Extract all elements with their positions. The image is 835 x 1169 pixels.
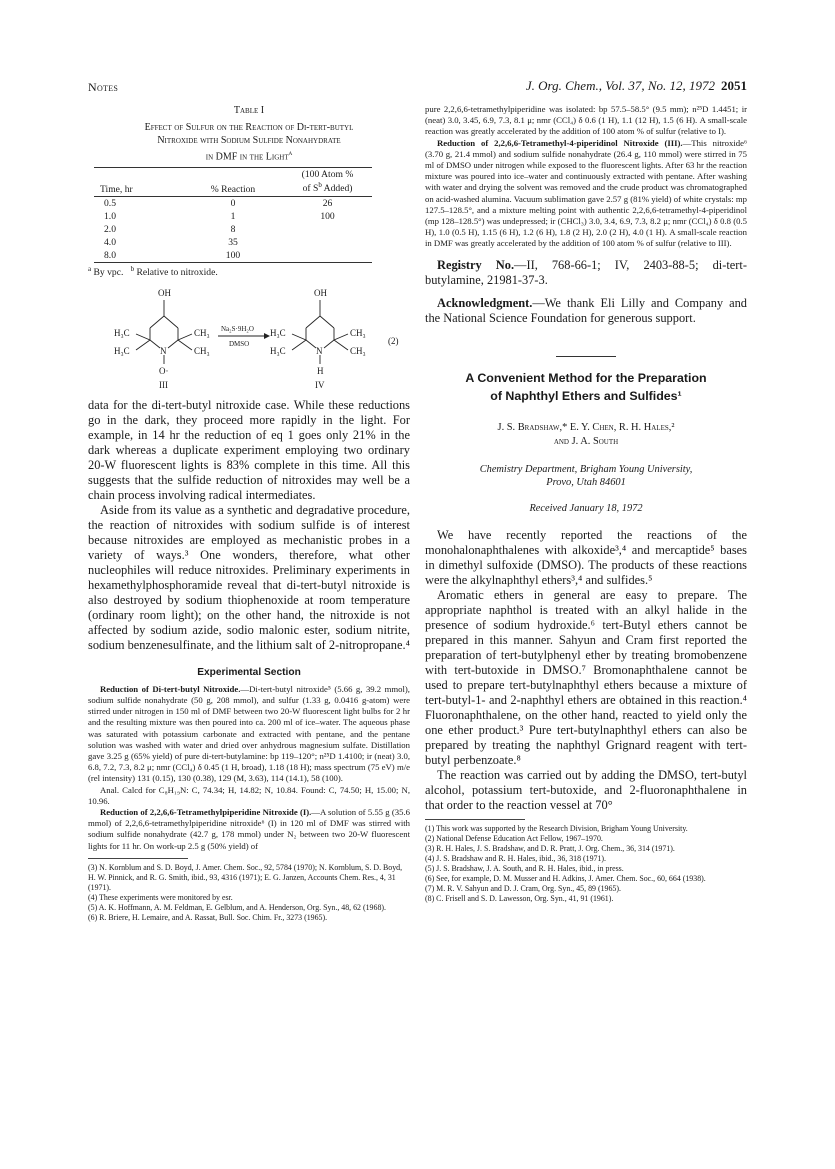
cell-sulfur: 100 (320, 210, 335, 222)
experimental-paragraph: Reduction of 2,2,6,6-Tetramethyl-4-piperidinol Nitroxide (III).—This nitroxide⁶ (3.70 g, 21.4 mmol) and sodium sulfide nonahydrate (26.4 g, 110 mmol) were stirred in 75 ml of DMSO under nitrogen while exposed to the fluorescent lights. After 63 hr the reaction mixture was poured into ice–water and continuously extracted with pentane. After washing with water and drying the solvent was removed and the crude product was chromatographed on acid-washed alumina. Vacuum sublimation gave 2.57 g (81% yield) of white crystals: mp 127.5–128.5°, and a mixture melting point with authentic 2,2,6,6-tetramethyl-4-piperidinol (mp 128–128.5°) was undepressed; ir (CHCl₃) 3.0, 3.4, 6.9, 7.3, 8.2 μ; nmr (CCl₄) δ 0.8 (0.5 H), 1.0 (0.5 H), 1.15 (6 H), 1.2 (6 H), 1.8 (2 H), 2.0 (2 H), 4.0 (1 H). A small-scale reaction in DMF was greatly accelerated by the addition of 100 atom % of sulfur (relative to III). (425, 137, 747, 249)
run-in-heading: Reduction of 2,2,6,6-Tetramethylpiperidine Nitroxide (I). (100, 806, 312, 817)
cell-sulfur (283, 236, 372, 249)
article-title: A Convenient Method for the Preparation of Naphthyl Ethers and Sulfides¹ (465, 370, 707, 403)
cell-time: 1.0 (104, 210, 116, 222)
journal-citation: J. Org. Chem., Vol. 37, No. 12, 1972 (525, 78, 715, 93)
reaction-scheme-drawing (88, 284, 410, 390)
right-n-label: N (316, 345, 323, 356)
table-title (88, 121, 410, 163)
cell-time: 2.0 (104, 223, 116, 235)
table-footnotes: $^a$ By vpc. $^b$ Relative to nitroxide. (88, 264, 218, 278)
body-paragraph: Aside from its value as a synthetic and degradative procedure, the reaction of nitroxides with sodium sulfide is of interest because nitroxides are employed as mechanistic probes in a variety of ways.³ One wonders, therefore, what other nucleophiles will reduce nitroxides. Preliminary experiments in hexamethylphosphoramide reveal that di-tert-butyl nitroxide is also destroyed by sodium thiophenoxide at room temperature (ordinary room light); on the other hand, the nitroxide is not affected by sodium azide, sodio malonic ester, sodium nitrite, sodium benzenesulfinate, and the lithium salt of 2-nitropropane.⁴ (88, 502, 410, 652)
body-paragraph: The reaction was carried out by adding the DMSO, tert-butyl alcohol, potassium tert-butoxide, and 2-fluoronaphthalene in that order to the reaction vessel at 70° (425, 767, 747, 812)
table-footnote-a: By vpc. (91, 266, 124, 278)
table-title-line: in DMF in the Light$^a$ (205, 149, 293, 163)
footnote: (7) M. R. V. Sahyun and D. J. Cram, Org. Syn., 45, 89 (1965). (425, 883, 621, 893)
table-row (94, 236, 372, 249)
equation-number: (2) (388, 335, 399, 346)
experimental-paragraph: Reduction of Di-tert-butyl Nitroxide.—Di-tert-butyl nitroxide⁵ (5.66 g, 39.2 mmol), sodium sulfide nonahydrate (50 g, 208 mmol), and sulfur (1.33 g, 0.0416 g-atom) were stirred under nitrogen in 150 ml of DMF between two 20-W fluorescent light bulbs for 2 hr and the resulting mixture was then poured into ca. 200 ml of ice–water. The aqueous phase was saturated with potassium carbonate and extracted with pentane, and the pentane solution was washed with water and dried over anhydrous magnesium sulfate. Distillation gave 3.25 g (65% yield) of pure di-tert-butylamine: bp 119–120°; n²⁵D 1.4100; ir (neat) 3.0, 6.8, 7.2, 7.3, 8.2 μ; nmr (CCl₄) δ 0.45 (1 H, broad), 1.18 (18 H); mass spectrum (75 eV) m/e (rel intensity) 131 (0.15), 130 (0.38), 129 (M, 3.63), 114 (14.1), 58 (100). (88, 683, 410, 784)
run-in-heading: Reduction of 2,2,6,6-Tetramethyl-4-piperidinol Nitroxide (III). (437, 137, 683, 148)
footnotes-left (88, 863, 410, 923)
methyl-label: CH₃ (350, 327, 366, 338)
running-head-section: Notes (88, 80, 119, 94)
footnote: (6) R. Briere, H. Lemaire, and A. Rassat, Bull. Soc. Chim. Fr., 3273 (1965). (88, 912, 328, 922)
left-n-label: N (160, 345, 167, 356)
article-authors: J. S. Bradshaw,* E. Y. Chen, R. H. Hales,² and J. A. South (497, 421, 675, 447)
table-row (94, 196, 372, 210)
methyl-label: CH₃ (194, 327, 210, 338)
methyl-label: H₃C (270, 327, 286, 338)
table-footnote-b: Relative to nitroxide. (134, 266, 218, 278)
footnote: (5) A. K. Hoffmann, A. M. Feldman, E. Gelblum, and A. Henderson, Org. Syn., 48, 62 (1968). (88, 902, 386, 912)
experimental-continuation: pure 2,2,6,6-tetramethylpiperidine was isolated: bp 57.5–58.5° (9.5 mm); n²⁵D 1.4451; ir (neat) 3.0, 3.45, 6.9, 7.3, 8.1 μ; nmr (CCl₄) δ 0.6 (1 H), 1.1 (12 H), 1.5 (6 H). A small-scale reaction was greatly accelerated by the addition of 100 atom % of sulfur (relative to I). (425, 104, 747, 137)
table-row (94, 249, 372, 263)
registry-paragraph: Registry No.—II, 768-66-1; IV, 2403-88-5; di-tert-butylamine, 21981-37-3. (425, 257, 747, 287)
cell-reaction: 0 (230, 197, 236, 209)
footnote-rule (425, 819, 525, 820)
body-paragraph: Aromatic ethers in general are easy to prepare. The appropriate naphthol is treated with an alkyl halide in the presence of sodium hydroxide.⁶ tert-Butyl ethers cannot be prepared in this manner. Sahyun and Cram first reported the preparation of tert-butylphenyl ether by treating bromobenzene with tert-butoxide in DMSO.⁷ Bromonaphthalene cannot be used to prepare tert-butylnaphthyl ethers because a mixture of tert-butyl-1- and 2-naphthyl ethers are obtained in this reaction.⁴ Fluoronaphthalene, on the other hand, reacted to yield only the one ether product.³ Pure tert-butylnaphthyl ethers can also be prepared by treating the naphthyl Grignard reagent with tert-butyl perbenzoate.⁸ (425, 587, 747, 767)
methyl-label: H₃C (114, 327, 130, 338)
body-paragraph: We have recently reported the reactions of the monohalonaphthalenes with alkoxide³,⁴ and mercaptide⁵ bases in dimethyl sulfoxide (DMSO). The products of these reactions were the alkylnaphthyl ethers³,⁴ and sulfides.⁵ (425, 527, 747, 587)
left-oh-label: OH (158, 287, 171, 298)
received-date: Received January 18, 1972 (529, 502, 643, 514)
article-affiliation: Chemistry Department, Brigham Young University, Provo, Utah 84601 (479, 463, 693, 488)
compound-label-iv: IV (315, 379, 325, 390)
footnote: (4) These experiments were monitored by esr. (88, 892, 233, 902)
right-column (425, 104, 747, 904)
section-heading-experimental: Experimental Section (197, 666, 301, 678)
footnote-rule (88, 858, 188, 859)
col-header-time: Time, hr (94, 168, 183, 196)
run-in-heading: Reduction of Di-tert-butyl Nitroxide. (100, 683, 241, 694)
table-title-line: Effect of Sulfur on the Reaction of Di-tert-butyl (144, 122, 354, 133)
left-column (88, 104, 410, 923)
footnotes-right (425, 824, 747, 904)
article-separator (556, 356, 616, 357)
methyl-label: H₃C (114, 345, 130, 356)
reagent-label: Na₂S·9H₂O (221, 324, 254, 333)
footnote: (1) This work was supported by the Research Division, Brigham Young University. (425, 823, 688, 833)
cell-sulfur (283, 223, 372, 236)
running-head-journal (526, 78, 747, 94)
left-oxyl-label: O· (159, 365, 169, 376)
page-number: 2051 (721, 78, 747, 93)
analysis-line: Anal. Calcd for C₈H₁₉N: C, 74.34; H, 14.82; N, 10.84. Found: C, 74.50; H, 15.00; N, 10.96. (88, 784, 410, 806)
cell-reaction: 35 (228, 236, 238, 248)
footnote: (6) See, for example, D. M. Musser and H. Adkins, J. Amer. Chem. Soc., 60, 664 (1938). (425, 873, 706, 883)
body-paragraph: data for the di-tert-butyl nitroxide case. While these reductions go in the dark, they proceed more rapidly in the light. For example, in 14 hr the reduction of eq 1 goes only 21% in the dark whereas a duplicate experiment employing two ordinary 20-W fluorescent lights is 83% complete in this time. All this suggests that the sulfide reduction of nitroxides may well be a chain process involving radical intermediates. (88, 397, 410, 502)
solvent-label: DMSO (229, 339, 250, 348)
cell-reaction: 8 (230, 223, 236, 235)
footnote: (3) R. H. Hales, J. S. Bradshaw, and D. R. Pratt, J. Org. Chem., 36, 314 (1971). (425, 843, 675, 853)
footnote: (4) J. S. Bradshaw and R. H. Hales, ibid., 36, 318 (1971). (425, 853, 607, 863)
col-header-reaction: % Reaction (183, 168, 283, 196)
table-title-line: Nitroxide with Sodium Sulfide Nonahydrate (157, 135, 341, 146)
cell-sulfur: 26 (322, 197, 333, 209)
methyl-label: H₃C (270, 345, 286, 356)
reaction-scheme (88, 284, 410, 390)
table-row (94, 223, 372, 236)
table-sulfur-effect (94, 167, 372, 262)
compound-label-iii: III (159, 379, 168, 390)
acknowledgment-paragraph: Acknowledgment.—We thank Eli Lilly and Company and the National Science Foundation for generous support. (425, 295, 747, 325)
experimental-paragraph: Reduction of 2,2,6,6-Tetramethylpiperidine Nitroxide (I).—A solution of 5.55 g (35.6 mmol) of 2,2,6,6-tetramethylpiperidine nitroxide⁶ (I) in 120 ml of DMF was stirred with sodium sulfide nonahydrate (42.7 g, 178 mmol) under N₂ between two 20-W fluorescent lights for 11 hr. On work-up 2.5 g (50% yield) of (88, 806, 411, 851)
table-label: Table I (233, 105, 265, 116)
methyl-label: CH₃ (194, 345, 210, 356)
cell-reaction: 1 (230, 210, 236, 222)
table-row (94, 210, 372, 223)
col-header-sulfur: (100 Atom % of $S^b$ Added) (283, 168, 372, 196)
right-nh-label: H (317, 365, 324, 376)
footnote: (2) National Defense Education Act Fellow, 1967–1970. (425, 833, 603, 843)
right-oh-label: OH (314, 287, 327, 298)
footnote: (3) N. Kornblum and S. D. Boyd, J. Amer. Chem. Soc., 92, 5784 (1970); N. Kornblum, S. D. Boyd, H. W. Pinnick, and R. G. Smith, ibid., 93, 4316 (1971); E. G. Janzen, Accounts Chem. Res., 4, 31 (1971). (88, 862, 403, 892)
table-title-footnote-mark: a (288, 149, 293, 157)
cell-time: 4.0 (104, 236, 116, 248)
footnote: (8) C. Frisell and S. D. Lawesson, Org. Syn., 41, 91 (1961). (425, 893, 614, 903)
cell-time: 8.0 (94, 249, 183, 263)
cell-sulfur (283, 249, 372, 263)
footnote: (5) J. S. Bradshaw, J. A. South, and R. H. Hales, ibid., in press. (425, 863, 624, 873)
cell-reaction: 100 (183, 249, 283, 263)
cell-time: 0.5 (104, 197, 116, 209)
methyl-label: CH₃ (350, 345, 366, 356)
